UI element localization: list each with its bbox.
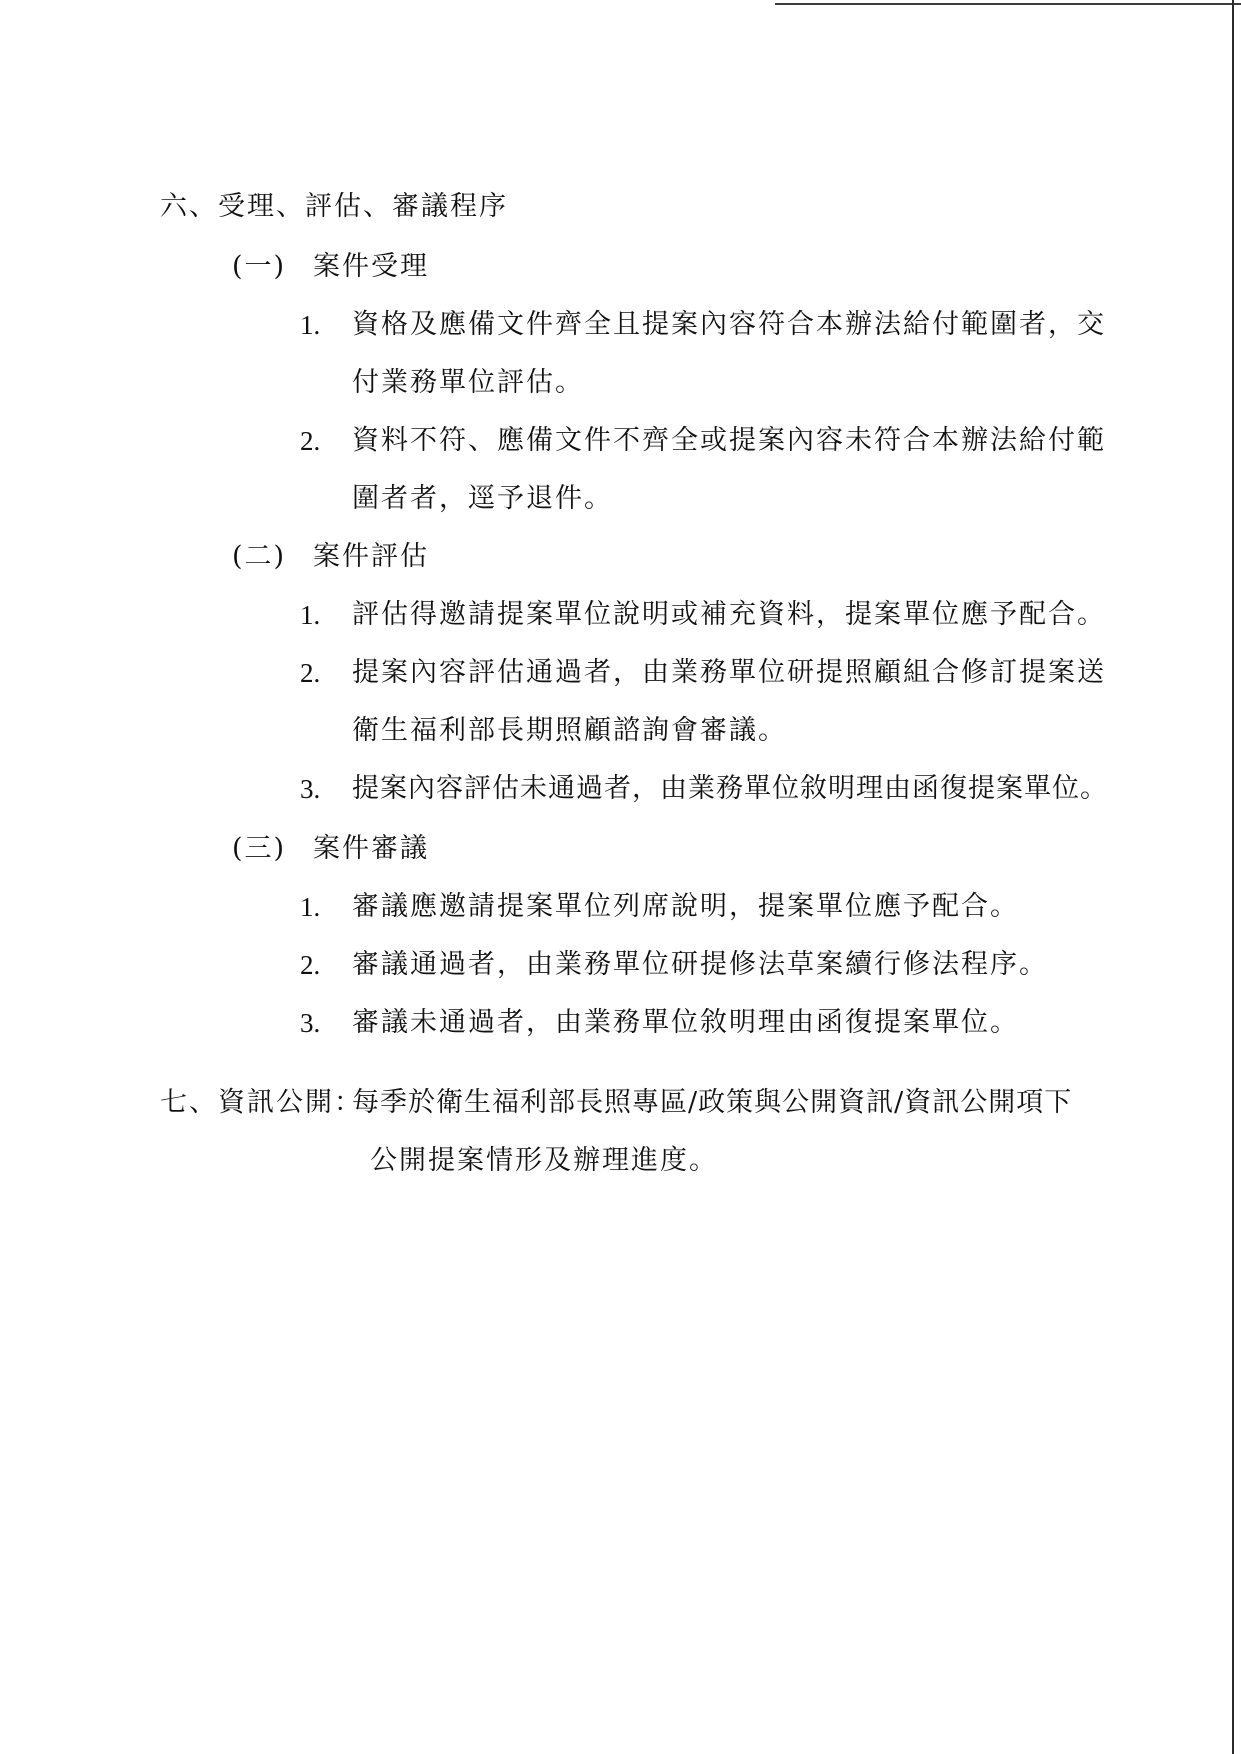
item-number: 1. [300, 892, 321, 922]
subsection-1-marker: (一) [232, 251, 287, 282]
section-7-line: 每季於衛生福利部長照專區/政策與公開資訊/資訊公開項下 [352, 1087, 1073, 1118]
item-line: 評估得邀請提案單位說明或補充資料，提案單位應予配合。 [352, 599, 1106, 630]
item-number: 2. [300, 658, 321, 688]
subsection-3-marker: (三) [232, 833, 287, 864]
scan-edge-top [775, 3, 1241, 5]
section-7-heading: 七、資訊公開： [160, 1087, 363, 1118]
item-line: 付業務單位評估。 [352, 367, 584, 398]
item-number: 3. [300, 774, 321, 804]
item-line: 審議通過者，由業務單位研提修法草案續行修法程序。 [352, 949, 1048, 980]
item-number: 1. [300, 310, 321, 340]
subsection-2-marker: (二) [232, 541, 287, 572]
subsection-1-title: 案件受理 [313, 251, 429, 282]
item-number: 2. [300, 426, 321, 456]
item-line: 資格及應備文件齊全且提案內容符合本辦法給付範圍者，交 [352, 309, 1106, 340]
item-line: 提案內容評估通過者，由業務單位研提照顧組合修訂提案送 [352, 657, 1106, 688]
subsection-2-title: 案件評估 [313, 541, 429, 572]
item-line: 審議未通過者，由業務單位敘明理由函復提案單位。 [352, 1007, 1019, 1038]
item-line: 審議應邀請提案單位列席說明，提案單位應予配合。 [352, 891, 1019, 922]
item-line: 圍者者，逕予退件。 [352, 483, 613, 514]
item-line: 提案內容評估未通過者，由業務單位敘明理由函復提案單位。 [352, 773, 1108, 804]
item-line: 衛生福利部長期照顧諮詢會審議。 [352, 715, 787, 746]
section-6-heading: 六、受理、評估、審議程序 [160, 191, 508, 222]
item-number: 3. [300, 1008, 321, 1038]
scan-edge-right [1232, 0, 1234, 1754]
section-7-line: 公開提案情形及辦理進度。 [370, 1145, 718, 1176]
item-number: 1. [300, 600, 321, 630]
item-number: 2. [300, 950, 321, 980]
item-line: 資料不符、應備文件不齊全或提案內容未符合本辦法給付範 [352, 425, 1106, 456]
subsection-3-title: 案件審議 [313, 833, 429, 864]
